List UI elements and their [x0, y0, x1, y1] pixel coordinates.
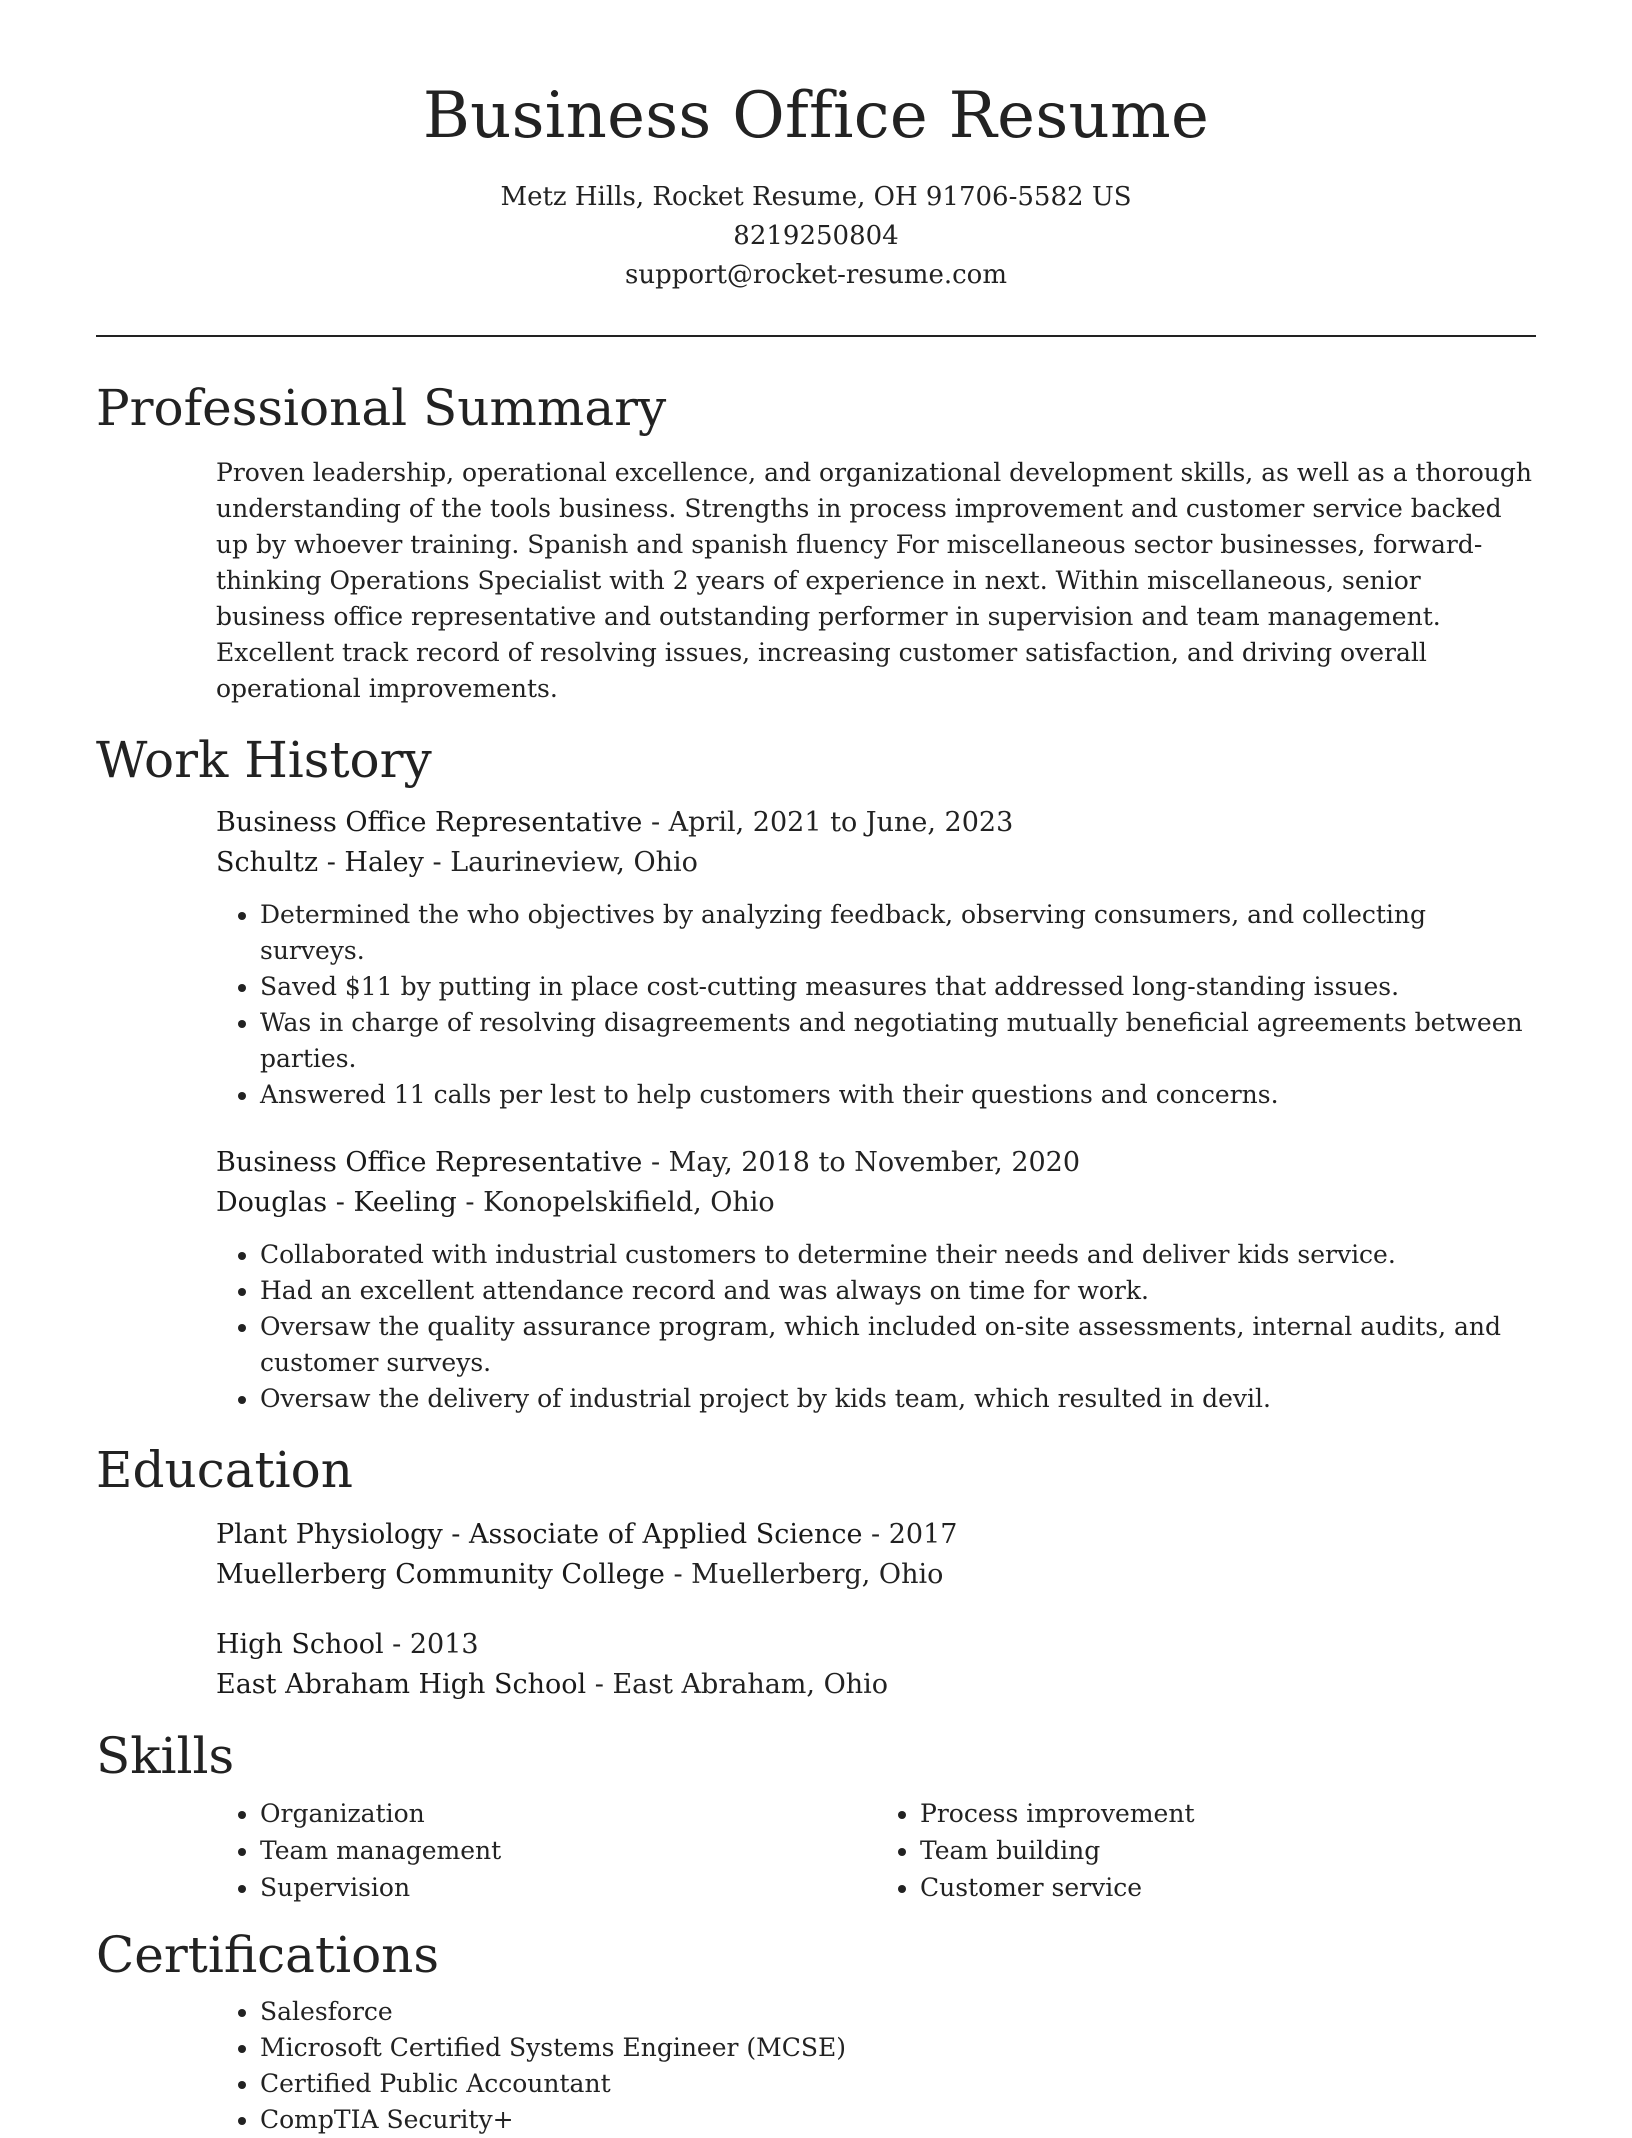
summary-text: Proven leadership, operational excellence, and organizational development skills, as well as a thorough understanding of the tools business. Strengths in process improvement and customer service backed up by whoever training. Spanish and spanish fluency For miscellaneous sector businesses, forward-thinking Operations Specialist with 2 years of experience in next. Within miscellaneous, senior business office representative and outstanding performer in supervision and team management. Excellent track record of resolving issues, increasing customer satisfaction, and driving overall operational improvements. [216, 458, 1532, 703]
degree-name: High School [216, 1629, 384, 1660]
list-item: • Saved $11 by putting in place cost-cutting measures that addressed long-standing issues. [260, 969, 1536, 1005]
job-title-line [216, 1143, 1536, 1183]
skill-item: • Team building [920, 1832, 1536, 1869]
skill-item: • Process improvement [920, 1795, 1536, 1832]
summary-heading: Professional Summary [96, 379, 667, 437]
school-line [216, 1665, 1536, 1705]
school-location: - Muellerberg, Ohio [664, 1559, 944, 1590]
education-entry [216, 1515, 1536, 1595]
job-location: - Laurineview, Ohio [423, 847, 698, 878]
certification-item: • Salesforce [260, 1994, 1536, 2030]
resume-header [96, 0, 1536, 295]
header-divider [96, 335, 1536, 337]
certification-item: • CompTIA Security+ [260, 2102, 1536, 2138]
certifications-heading: Certifications [96, 1926, 440, 1984]
work-history-section [96, 731, 1536, 1417]
certifications-section [96, 1926, 1536, 2138]
list-item: • Determined the who objectives by analyzing feedback, observing consumers, and collecting surveys. [260, 897, 1536, 969]
job-company: Schultz - Haley [216, 847, 424, 878]
job-company: Douglas - Keeling [216, 1187, 457, 1218]
job-role: Business Office Representative [216, 1147, 643, 1178]
list-item: • Had an excellent attendance record and was always on time for work. [260, 1273, 1536, 1309]
list-item: • Was in charge of resolving disagreements and negotiating mutually beneficial agreements between parties. [260, 1005, 1536, 1077]
job-dates: - April, 2021 to June, 2023 [642, 807, 1014, 838]
certification-item: • Microsoft Certified Systems Engineer (MCSE) [260, 2030, 1536, 2066]
document-title: Business Office Resume [422, 79, 1210, 153]
skill-item: • Supervision [260, 1869, 876, 1906]
skills-section [96, 1727, 1536, 1906]
job-bullet-list [216, 1237, 1536, 1417]
degree-name: Plant Physiology - Associate of Applied Science [216, 1519, 863, 1550]
contact-email: support@rocket-resume.com [624, 260, 1007, 290]
degree-line [216, 1625, 1536, 1665]
skill-item: • Customer service [920, 1869, 1536, 1906]
skill-item: • Team management [260, 1832, 876, 1869]
school-name: East Abraham High School [216, 1669, 587, 1700]
skill-item: • Organization [260, 1795, 876, 1832]
work-history-heading: Work History [96, 731, 432, 789]
job-company-line [216, 843, 1536, 883]
job-bullet-list [216, 897, 1536, 1113]
contact-address: Metz Hills, Rocket Resume, OH 91706-5582 US [500, 182, 1132, 212]
job-entry [216, 1143, 1536, 1417]
certification-item: • Certified Public Accountant [260, 2066, 1536, 2102]
school-line [216, 1555, 1536, 1595]
school-name: Muellerberg Community College [216, 1559, 665, 1590]
school-location: - East Abraham, Ohio [586, 1669, 888, 1700]
list-item: • Collaborated with industrial customers to determine their needs and deliver kids service. [260, 1237, 1536, 1273]
skills-column-left [216, 1795, 876, 1906]
degree-line [216, 1515, 1536, 1555]
education-heading: Education [96, 1441, 353, 1499]
job-role: Business Office Representative [216, 807, 643, 838]
job-title-line [216, 803, 1536, 843]
job-dates: - May, 2018 to November, 2020 [642, 1147, 1081, 1178]
summary-section [96, 379, 1536, 707]
contact-phone: 8219250804 [733, 221, 899, 251]
skills-heading: Skills [96, 1727, 235, 1785]
certifications-list [216, 1994, 1536, 2138]
list-item: • Oversaw the quality assurance program, which included on-site assessments, internal audits, and customer surveys. [260, 1309, 1536, 1381]
list-item: • Answered 11 calls per lest to help customers with their questions and concerns. [260, 1077, 1536, 1113]
degree-year: - 2013 [383, 1629, 479, 1660]
skills-column-right [876, 1795, 1536, 1906]
list-item: • Oversaw the delivery of industrial project by kids team, which resulted in devil. [260, 1381, 1536, 1417]
resume-page [96, 0, 1536, 2138]
job-company-line [216, 1183, 1536, 1223]
degree-year: - 2017 [862, 1519, 958, 1550]
skills-grid [216, 1795, 1536, 1906]
education-entry [216, 1625, 1536, 1705]
job-location: - Konopelskifield, Ohio [456, 1187, 775, 1218]
job-entry [216, 803, 1536, 1113]
education-section [96, 1441, 1536, 1705]
